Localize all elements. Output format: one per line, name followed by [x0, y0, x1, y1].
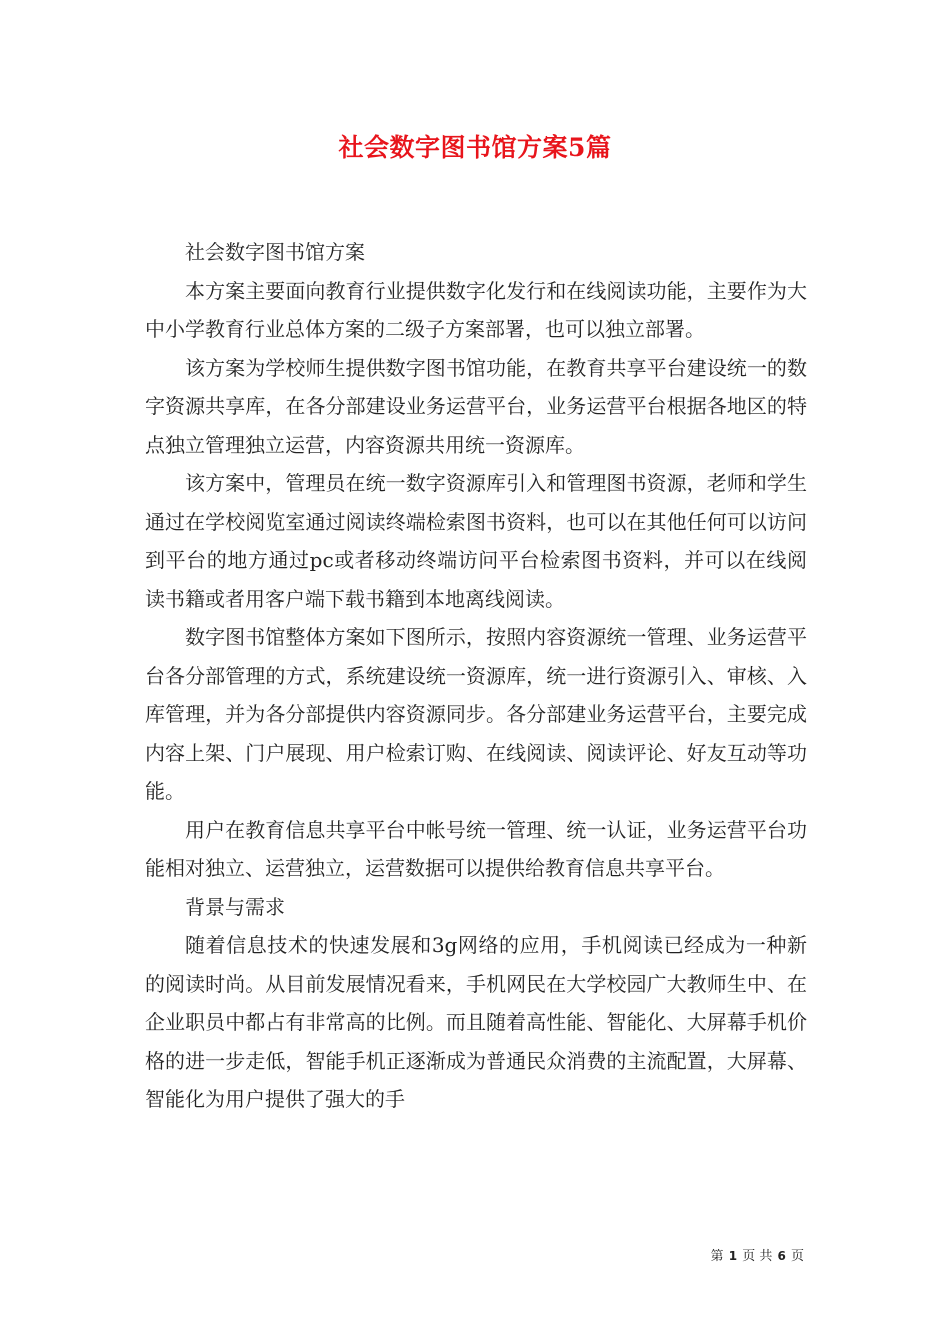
section-heading: 背景与需求 — [185, 894, 285, 919]
paragraph: 该方案中，管理员在统一数字资源库引入和管理图书资源，老师和学生通过在学校阅览室通过阅读终端检索图书资料，也可以在其他任何可以访问到平台的地方通过pc或者移动终端访问平台检索图书资料，并可以在线阅读书籍或者用客户端下载书籍到本地离线阅读。 — [145, 471, 807, 611]
document-title: 社会数字图书馆方案5篇 — [338, 133, 612, 162]
document-body — [145, 233, 807, 1119]
footer-suffix: 页 — [790, 1249, 804, 1264]
paragraph: 该方案为学校师生提供数字图书馆功能，在教育共享平台建设统一的数字资源共享库，在各分部建设业务运营平台，业务运营平台根据各地区的特点独立管理独立运营，内容资源共用统一资源库。 — [145, 355, 807, 457]
paragraph: 本方案主要面向教育行业提供数字化发行和在线阅读功能，主要作为大中小学教育行业总体方案的二级子方案部署，也可以独立部署。 — [145, 278, 807, 341]
current-page-number: 1 — [728, 1249, 738, 1263]
paragraph: 用户在教育信息共享平台中帐号统一管理、统一认证，业务运营平台功能相对独立、运营独立，运营数据可以提供给教育信息共享平台。 — [145, 817, 807, 880]
paragraph: 数字图书馆整体方案如下图所示，按照内容资源统一管理、业务运营平台各分部管理的方式，系统建设统一资源库，统一进行资源引入、审核、入库管理，并为各分部提供内容资源同步。各分部建业务运营平台，主要完成内容上架、门户展现、用户检索订购、在线阅读、阅读评论、好友互动等功能。 — [145, 625, 807, 803]
paragraph: 随着信息技术的快速发展和3g网络的应用，手机阅读已经成为一种新的阅读时尚。从目前发展情况看来，手机网民在大学校园广大教师生中、在企业职员中都占有非常高的比例。而且随着高性能、智能化、大屏幕手机价格的进一步走低，智能手机正逐渐成为普通民众消费的主流配置，大屏幕、智能化为用户提供了强大的手 — [145, 933, 807, 1111]
page-number-footer — [711, 1247, 804, 1266]
section-heading: 社会数字图书馆方案 — [185, 240, 365, 264]
total-pages-number: 6 — [777, 1249, 786, 1263]
footer-middle: 页 共 — [742, 1249, 773, 1264]
footer-prefix: 第 — [710, 1249, 724, 1264]
